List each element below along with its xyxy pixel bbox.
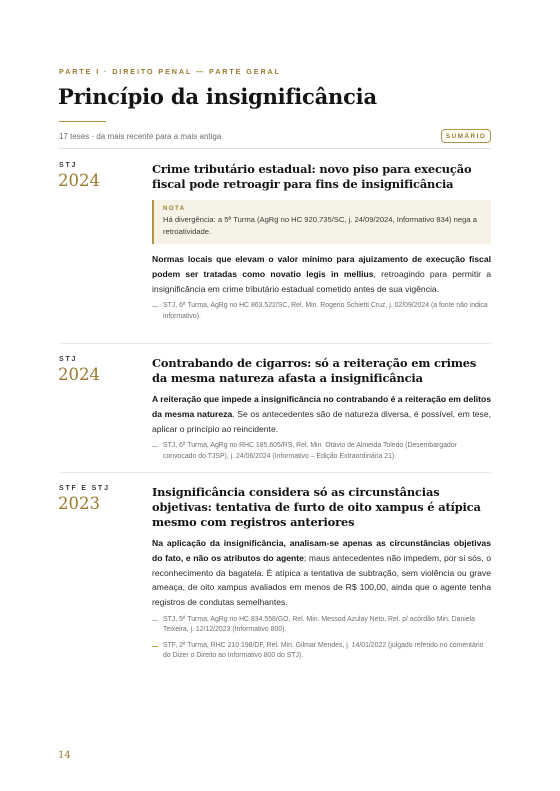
entry-divider [59,472,491,473]
citation [152,641,491,662]
thesis-text [152,392,491,436]
thesis-text-rest: ; maus antecedentes não impedem, por si sós, o reconhecimento da bagatela. É atípica a tentativa de subtração, sem violência ou grave ameaça, de oito xampus avaliados em menos de R$ 100,00, ainda que o agente tenha registros de condutas semelhantes. [152,552,491,608]
thesis-text-emphasis: A reiteração que impede a insignificância no contrabando é a reiteração em delitos da mesma natureza [152,394,491,419]
citation [152,301,491,322]
court-label: STJ [59,162,78,169]
year-label: 2024 [58,171,100,190]
citation-dash [152,306,158,307]
citation [152,615,491,636]
entry-divider [59,343,491,344]
page-title: Princípio da insignificância [58,84,377,109]
citation-text: STJ, 6ª Turma, AgRg no RHC 185.605/RS, Rel. Min. Otávio de Almeida Toledo (Desembargador convocado do TJSP), j. 24/06/2024 (Informativo – Edição Extraordinária 21). [163,442,457,460]
year-label: 2023 [58,494,100,513]
citation-dash [152,620,158,621]
thesis-title: Crime tributário estadual: novo piso para execução fiscal pode retroagir para fins de insignificância [152,162,472,191]
thesis-title: Contrabando de cigarros: só a reiteração em crimes da mesma natureza afasta a insignificância [152,356,477,385]
thesis-text [152,252,491,296]
summary-button[interactable]: SUMÁRIO [441,129,491,143]
thesis-text-emphasis: Normas locais que elevam o valor mínimo para ajuizamento de execução fiscal podem ser tratadas como novatio legis in mellius [152,254,491,279]
thesis-text-rest: . Se os antecedentes são de natureza diversa, é possível, em tese, aplicar o princípio ao reincidente. [152,408,492,434]
thesis-text-rest: , retroagindo para permitir a insignificância em crime tributário estadual cometido antes de sua vigência. [152,268,491,294]
section-kicker: PARTE I · DIREITO PENAL — PARTE GERAL [59,67,281,76]
court-label: STJ [59,356,78,363]
citation-text: STJ, 5ª Turma, AgRg no HC 834.558/GO, Rel. Min. Messod Azulay Neto, Rel. p/ acórdão Min. Daniela Teixeira, j. 12/12/2023 (Informativo 800). [163,615,476,634]
thesis-text [152,536,491,610]
citation-text: STF, 2ª Turma, RHC 210.198/DF, Rel. Min. Gilmar Mendes, j. 14/01/2022 (julgado referido no comentário do Dizer o Direito ao Informativo 800 do STJ). [163,641,484,659]
citation [152,441,491,462]
note-label: NOTA [163,206,186,212]
citation-dash [152,646,158,647]
citation-dash [152,446,158,447]
theses-count: 17 teses · da mais recente para a mais antiga [59,132,222,141]
header-divider [59,148,491,149]
title-underline [59,121,106,122]
citation-text: STJ, 6ª Turma, AgRg no HC 863.522/SC, Rel. Min. Rogerio Schietti Cruz, j. 02/09/2024 (a fonte não indica informativo). [163,302,488,320]
year-label: 2024 [58,365,100,384]
thesis-text-emphasis: Na aplicação da insignificância, analisam-se apenas as circunstâncias objetivas do fato, e não os atributos do agente [152,538,491,563]
note-box [152,200,491,244]
court-label: STF E STJ [59,485,110,492]
note-text: Há divergência: a 5ª Turma (AgRg no HC 920.735/SC, j. 24/09/2024, Informativo 834) nega a retroatividade. [163,215,477,236]
thesis-title: Insignificância considera só as circunstâncias objetivas: tentativa de furto de oito xampus é atípica mesmo com registros anteriores [152,485,481,529]
page-number: 14 [58,750,71,761]
